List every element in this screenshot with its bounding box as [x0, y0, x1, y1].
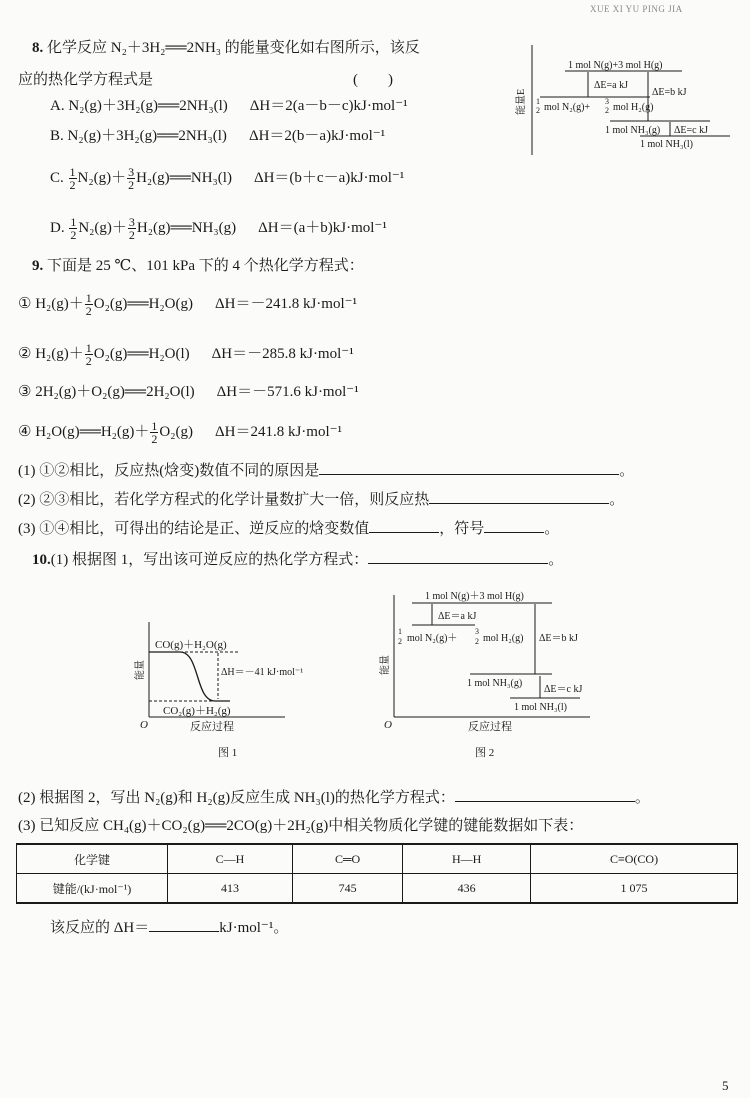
delta-e-label: ΔE＝a kJ [438, 611, 477, 622]
level-label: 1 mol N(g)+3 mol H(g) [568, 60, 663, 71]
svg-text:1: 1 [398, 627, 402, 636]
level-label: CO(g)＋H₂O(g) [155, 639, 227, 651]
delta-e-label: ΔE＝b kJ [539, 633, 578, 644]
level-label: 1 mol NH₃(g) [605, 125, 661, 136]
answer-blank[interactable] [455, 787, 635, 802]
figure-caption: 图 2 [475, 747, 495, 759]
option-dh: ΔH＝(b＋c－a)kJ·mol⁻¹ [253, 169, 405, 186]
table-header-row [17, 844, 738, 874]
delta-e-label: ΔE=b kJ [652, 87, 687, 98]
level-label: CO₂(g)＋H₂(g) [163, 705, 231, 717]
level-label: 1 mol NH₃(l) [640, 139, 693, 150]
option-dh: ΔH＝2(b－a)kJ·mol⁻¹ [248, 128, 386, 144]
level-label: mol H₂(g) [483, 633, 524, 644]
level-label: 1 mol N(g)＋3 mol H(g) [425, 591, 524, 602]
page-number: 5 [722, 1078, 729, 1093]
q9-intro [32, 256, 364, 276]
option-label: C. [50, 169, 64, 186]
q8-line2 [18, 70, 393, 90]
y-axis-label: 能量E [516, 88, 527, 115]
answer-blank[interactable] [484, 518, 544, 533]
svg-text:O: O [140, 719, 148, 731]
answer-paren: ( ) [353, 72, 394, 88]
table-header: H—H [403, 844, 531, 874]
svg-text:2: 2 [536, 106, 540, 115]
q8-option-c[interactable] [50, 166, 404, 191]
delta-e-label: ΔE=c kJ [674, 125, 709, 136]
q10-figures [130, 580, 610, 765]
q10-sub-3: (3) 已知反应 CH₄(g)＋CO₂(g)══2CO(g)＋2H₂(g)中相关物质化学键的键能数据如下表： [18, 818, 584, 834]
q10-number: 10. [32, 552, 51, 568]
q9-sub-3: (3) ①④相比，可得出的结论是正、逆反应的焓变数值 ，符号 。 [18, 518, 559, 539]
answer-blank[interactable] [429, 489, 609, 504]
y-axis-label: 能量 [135, 660, 146, 680]
option-label: B. [50, 128, 64, 144]
y-axis-label: 能量 [380, 655, 391, 675]
level-label: 1 mol NH₃(g) [467, 678, 523, 689]
fraction: $\frac{1}{2}$ [70, 215, 77, 242]
q8-line1 [32, 38, 420, 58]
answer-blank[interactable] [149, 917, 219, 932]
q9-sub-1: (1) ①②相比，反应热(焓变)数值不同的原因是 。 [18, 460, 634, 481]
option-equation: N₂(g)＋ [78, 219, 127, 236]
q8-text: 化学反应 N₂＋3H₂══2NH₃ 的能量变化如右图所示，该反 [47, 40, 420, 56]
q8-option-a[interactable] [50, 96, 408, 116]
svg-text:1: 1 [536, 97, 540, 106]
q10-sub-1: 10.(1) 根据图 1，写出该可逆反应的热化学方程式： 。 [32, 549, 563, 570]
running-header: XUE XI YU PING JIA [590, 4, 683, 14]
option-dh: ΔH＝(a＋b)kJ·mol⁻¹ [258, 219, 387, 236]
table-header: C═O [293, 844, 403, 874]
q8-energy-diagram [510, 30, 750, 160]
level-label: mol N₂(g)＋ [407, 633, 458, 644]
svg-text:2: 2 [605, 106, 609, 115]
svg-text:2: 2 [398, 637, 402, 646]
level-label: mol H₂(g) [613, 102, 654, 113]
svg-text:O: O [384, 719, 392, 731]
q8-option-b[interactable] [50, 126, 385, 146]
level-label: 1 mol NH₃(l) [514, 702, 567, 713]
q8-number: 8. [32, 40, 44, 56]
option-equation: H₂(g)══NH₃(g) [136, 219, 237, 236]
answer-blank[interactable] [368, 549, 548, 564]
delta-e-label: ΔE=a kJ [594, 80, 629, 91]
delta-e-label: ΔE＝c kJ [544, 684, 583, 695]
option-dh: ΔH＝2(a－b－c)kJ·mol⁻¹ [249, 98, 408, 114]
fraction: $\frac{3}{2}$ [128, 215, 135, 242]
fraction: $\frac{1}{2}$ [69, 165, 76, 192]
option-equation: N₂(g)＋3H₂(g)══2NH₃(l) [68, 98, 228, 114]
q8-text2: 应的热化学方程式是 [18, 72, 154, 88]
level-label: mol N₂(g)+ [544, 102, 591, 113]
figure-caption: 图 1 [218, 747, 238, 759]
table-row [17, 874, 738, 904]
delta-h-label: ΔH＝－41 kJ·mol⁻¹ [221, 667, 304, 678]
table-header: 化学键 [17, 844, 168, 874]
table-cell: 436 [403, 874, 531, 904]
q9-eq-1: ① H₂(g)＋ $\frac{1}{2}$ O₂(g)══H₂O(g) ΔH＝－241.8 kJ·mol⁻¹ [18, 291, 358, 318]
bond-energy-table [16, 843, 738, 904]
table-cell: 745 [293, 874, 403, 904]
fraction: $\frac{3}{2}$ [128, 165, 135, 192]
q8-option-d[interactable] [50, 216, 387, 241]
option-label: A. [50, 98, 65, 114]
option-equation: H₂(g)══NH₃(l) [136, 169, 232, 186]
q9-text: 下面是 25 ℃、101 kPa 下的 4 个热化学方程式： [47, 258, 364, 274]
option-equation: N₂(g)＋ [77, 169, 127, 186]
q9-number: 9. [32, 258, 44, 274]
answer-blank[interactable] [319, 460, 619, 475]
table-cell: 键能/(kJ·mol⁻¹) [17, 874, 168, 904]
svg-text:3: 3 [605, 97, 609, 106]
table-cell: 413 [168, 874, 293, 904]
option-equation: N₂(g)＋3H₂(g)══2NH₃(l) [67, 128, 227, 144]
figure-1 [133, 622, 303, 759]
x-axis-label: 反应过程 [468, 721, 512, 733]
table-cell: 1 075 [531, 874, 738, 904]
svg-text:3: 3 [475, 627, 479, 636]
option-label: D. [50, 219, 65, 236]
q9-eq-3: ③ 2H₂(g)＋O₂(g)══2H₂O(l) ΔH＝－571.6 kJ·mol⁻¹ [18, 384, 359, 400]
q9-sub-2: (2) ②③相比，若化学方程式的化学计量数扩大一倍，则反应热 。 [18, 489, 624, 510]
figure-2 [378, 590, 590, 759]
q9-eq-2: ② H₂(g)＋ $\frac{1}{2}$ O₂(g)══H₂O(l) ΔH＝－285.8 kJ·mol⁻¹ [18, 341, 354, 368]
answer-blank[interactable] [369, 518, 439, 533]
q10-sub-2: (2) 根据图 2，写出 N₂(g)和 H₂(g)反应生成 NH₃(l)的热化学方程式： 。 [18, 787, 650, 808]
q10-answer-line: 该反应的 ΔH＝ kJ·mol⁻¹。 [50, 917, 288, 938]
q9-eq-4: ④ H₂O(g)══H₂(g)＋ $\frac{1}{2}$ O₂(g) ΔH＝241.8 kJ·mol⁻¹ [18, 419, 343, 446]
svg-text:2: 2 [475, 637, 479, 646]
table-header: C—H [168, 844, 293, 874]
x-axis-label: 反应过程 [190, 721, 234, 733]
table-header: C≡O(CO) [531, 844, 738, 874]
